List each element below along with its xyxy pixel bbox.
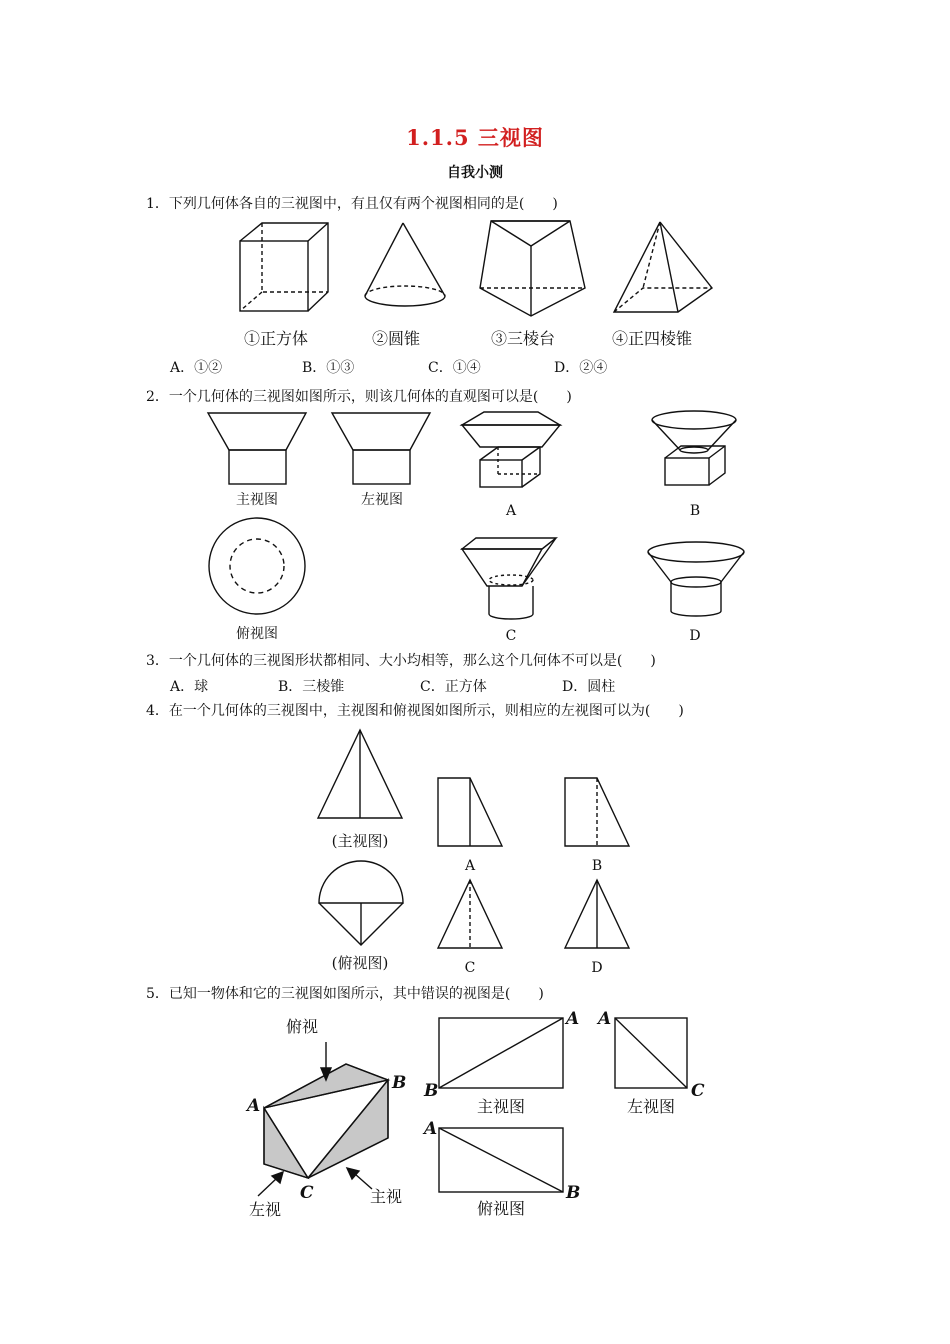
question-2-stem: 2．一个几何体的三视图如图所示，则该几何体的直观图可以是( ) xyxy=(146,389,572,405)
q5-label-top-view: 俯视图 xyxy=(476,1199,526,1218)
q2-label-d: D xyxy=(689,628,701,644)
q4-label-a: A xyxy=(464,858,476,874)
q5-side-view xyxy=(615,1018,687,1088)
q5-point-b: B xyxy=(392,1073,407,1093)
q3-option-a: A．球 xyxy=(170,679,209,695)
q2-label-side: 左视图 xyxy=(361,492,403,508)
figure-cube xyxy=(240,223,328,311)
q4-label-d: D xyxy=(591,960,603,976)
section-subtitle: 自我小测 xyxy=(447,165,503,181)
q5-top-point-a: A xyxy=(424,1119,438,1139)
q3-option-d: D．圆柱 xyxy=(562,679,616,695)
q5-top-point-b: B xyxy=(566,1183,581,1203)
q1-option-d: D．②④ xyxy=(554,360,608,376)
q4-option-d-figure xyxy=(565,880,629,948)
q2-option-b-figure xyxy=(652,411,736,485)
q5-front-view xyxy=(439,1018,563,1088)
page-title: 1.1.5 三视图 xyxy=(406,125,544,150)
q2-side-view xyxy=(332,413,430,484)
q4-label-top: (俯视图) xyxy=(331,954,389,972)
q4-top-view xyxy=(319,861,403,945)
q1-option-b: B．①③ xyxy=(302,360,355,376)
q2-front-view xyxy=(208,413,306,484)
q5-front-point-a: A xyxy=(566,1009,580,1029)
q4-front-view xyxy=(318,730,402,818)
question-5-stem: 5．已知一物体和它的三视图如图所示，其中错误的视图是( ) xyxy=(146,986,544,1002)
figure-cone xyxy=(365,223,445,306)
question-3-stem: 3．一个几何体的三视图形状都相同、大小均相等，那么这个几何体不可以是( ) xyxy=(146,653,656,669)
q5-front-point-b: B xyxy=(424,1081,439,1101)
q2-option-d-figure xyxy=(648,542,744,616)
q1-label-pyramid: ④正四棱锥 xyxy=(612,329,693,348)
q4-option-b-figure xyxy=(565,778,629,846)
q2-option-a-figure xyxy=(462,412,560,487)
q4-label-front: (主视图) xyxy=(331,832,389,850)
q2-label-c: C xyxy=(505,628,517,644)
q4-label-c: C xyxy=(464,960,476,976)
question-4-stem: 4．在一个几何体的三视图中，主视图和俯视图如图所示，则相应的左视图可以为( ) xyxy=(146,703,684,719)
q4-label-b: B xyxy=(591,858,603,874)
q1-option-a: A．①② xyxy=(170,360,223,376)
q5-label-left-dir: 左视 xyxy=(248,1200,282,1219)
q5-top-view xyxy=(439,1128,563,1192)
q2-label-top: 俯视图 xyxy=(236,626,278,642)
q2-option-c-figure xyxy=(462,538,556,619)
question-1-stem: 1．下列几何体各自的三视图中，有且仅有两个视图相同的是( ) xyxy=(146,196,558,212)
q2-label-front: 主视图 xyxy=(236,492,278,508)
figure-pyramid xyxy=(614,222,712,312)
q2-top-view xyxy=(209,518,305,614)
q1-label-frustum: ③三棱台 xyxy=(491,329,556,348)
q5-side-point-c: C xyxy=(691,1081,705,1101)
q5-label-top-dir: 俯视 xyxy=(285,1017,319,1036)
q1-label-cone: ②圆锥 xyxy=(372,329,421,348)
figure-frustum xyxy=(480,221,585,316)
q1-label-cube: ①正方体 xyxy=(244,329,309,348)
q5-side-point-a: A xyxy=(598,1009,612,1029)
q3-option-b: B．三棱锥 xyxy=(278,679,345,695)
q5-label-front-dir: 主视 xyxy=(369,1187,403,1206)
q4-option-c-figure xyxy=(438,880,502,948)
q3-option-c: C．正方体 xyxy=(420,679,487,695)
q2-label-a: A xyxy=(505,503,517,519)
q5-label-front-view: 主视图 xyxy=(476,1097,526,1116)
q5-point-a: A xyxy=(247,1096,261,1116)
q2-label-b: B xyxy=(689,503,701,519)
q1-option-c: C．①④ xyxy=(428,360,481,376)
q5-label-side-view: 左视图 xyxy=(626,1097,676,1116)
q4-option-a-figure xyxy=(438,778,502,846)
q5-point-c: C xyxy=(300,1183,314,1203)
